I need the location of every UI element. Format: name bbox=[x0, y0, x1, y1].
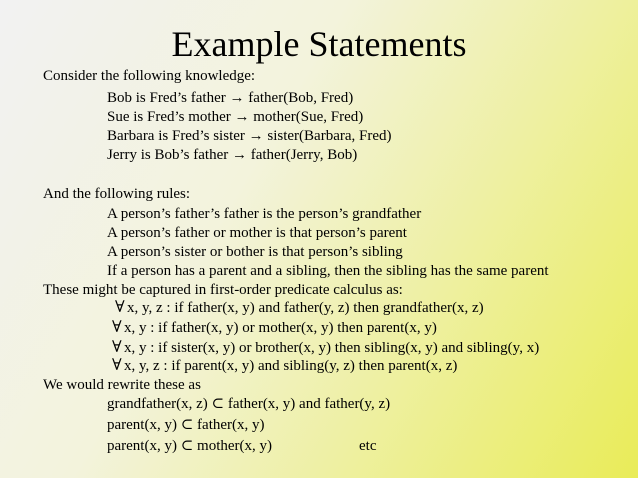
rewrite-line: parent(x, y) ⊂ father(x, y) bbox=[107, 417, 265, 433]
rewrite-line: grandfather(x, z) ⊂ father(x, y) and father(y, z) bbox=[107, 396, 391, 412]
rewrite-line: parent(x, y) ⊂ mother(x, y) bbox=[107, 438, 273, 454]
fol-statement: x, y : if father(x, y) or mother(x, y) then parent(x, y) bbox=[124, 320, 437, 336]
rewrite-intro-text: We would rewrite these as bbox=[43, 377, 201, 393]
rule-line: A person’s father’s father is the person’s grandfather bbox=[107, 206, 422, 222]
fact-line: Bob is Fred’s father → father(Bob, Fred) bbox=[107, 90, 354, 106]
rules-intro-text: And the following rules: bbox=[43, 186, 191, 202]
forall-symbol: ∀ bbox=[112, 319, 122, 336]
rule-line: A person’s father or mother is that person’s parent bbox=[107, 225, 407, 241]
fol-statement: x, y, z : if parent(x, y) and sibling(y, z) then parent(x, z) bbox=[124, 358, 458, 374]
forall-symbol: ∀ bbox=[115, 299, 125, 316]
slide-title: Example Statements bbox=[171, 24, 467, 64]
fact-line: Sue is Fred’s mother → mother(Sue, Fred) bbox=[107, 109, 364, 125]
fact-line: Barbara is Fred’s sister → sister(Barbara, Fred) bbox=[107, 128, 392, 144]
rule-line: If a person has a parent and a sibling, then the sibling has the same parent bbox=[107, 263, 549, 279]
forall-symbol: ∀ bbox=[112, 339, 122, 356]
rule-line: A person’s sister or bother is that person’s sibling bbox=[107, 244, 403, 260]
fol-statement: x, y, z : if father(x, y) and father(y, z) then grandfather(x, z) bbox=[127, 300, 484, 316]
fol-statement: x, y : if sister(x, y) or brother(x, y) then sibling(x, y) and sibling(y, x) bbox=[124, 340, 540, 356]
intro-text: Consider the following knowledge: bbox=[43, 68, 256, 84]
forall-symbol: ∀ bbox=[112, 357, 122, 374]
etc-text: etc bbox=[359, 438, 377, 454]
fol-intro-text: These might be captured in first-order predicate calculus as: bbox=[43, 282, 403, 298]
fact-line: Jerry is Bob’s father → father(Jerry, Bob) bbox=[107, 147, 358, 163]
